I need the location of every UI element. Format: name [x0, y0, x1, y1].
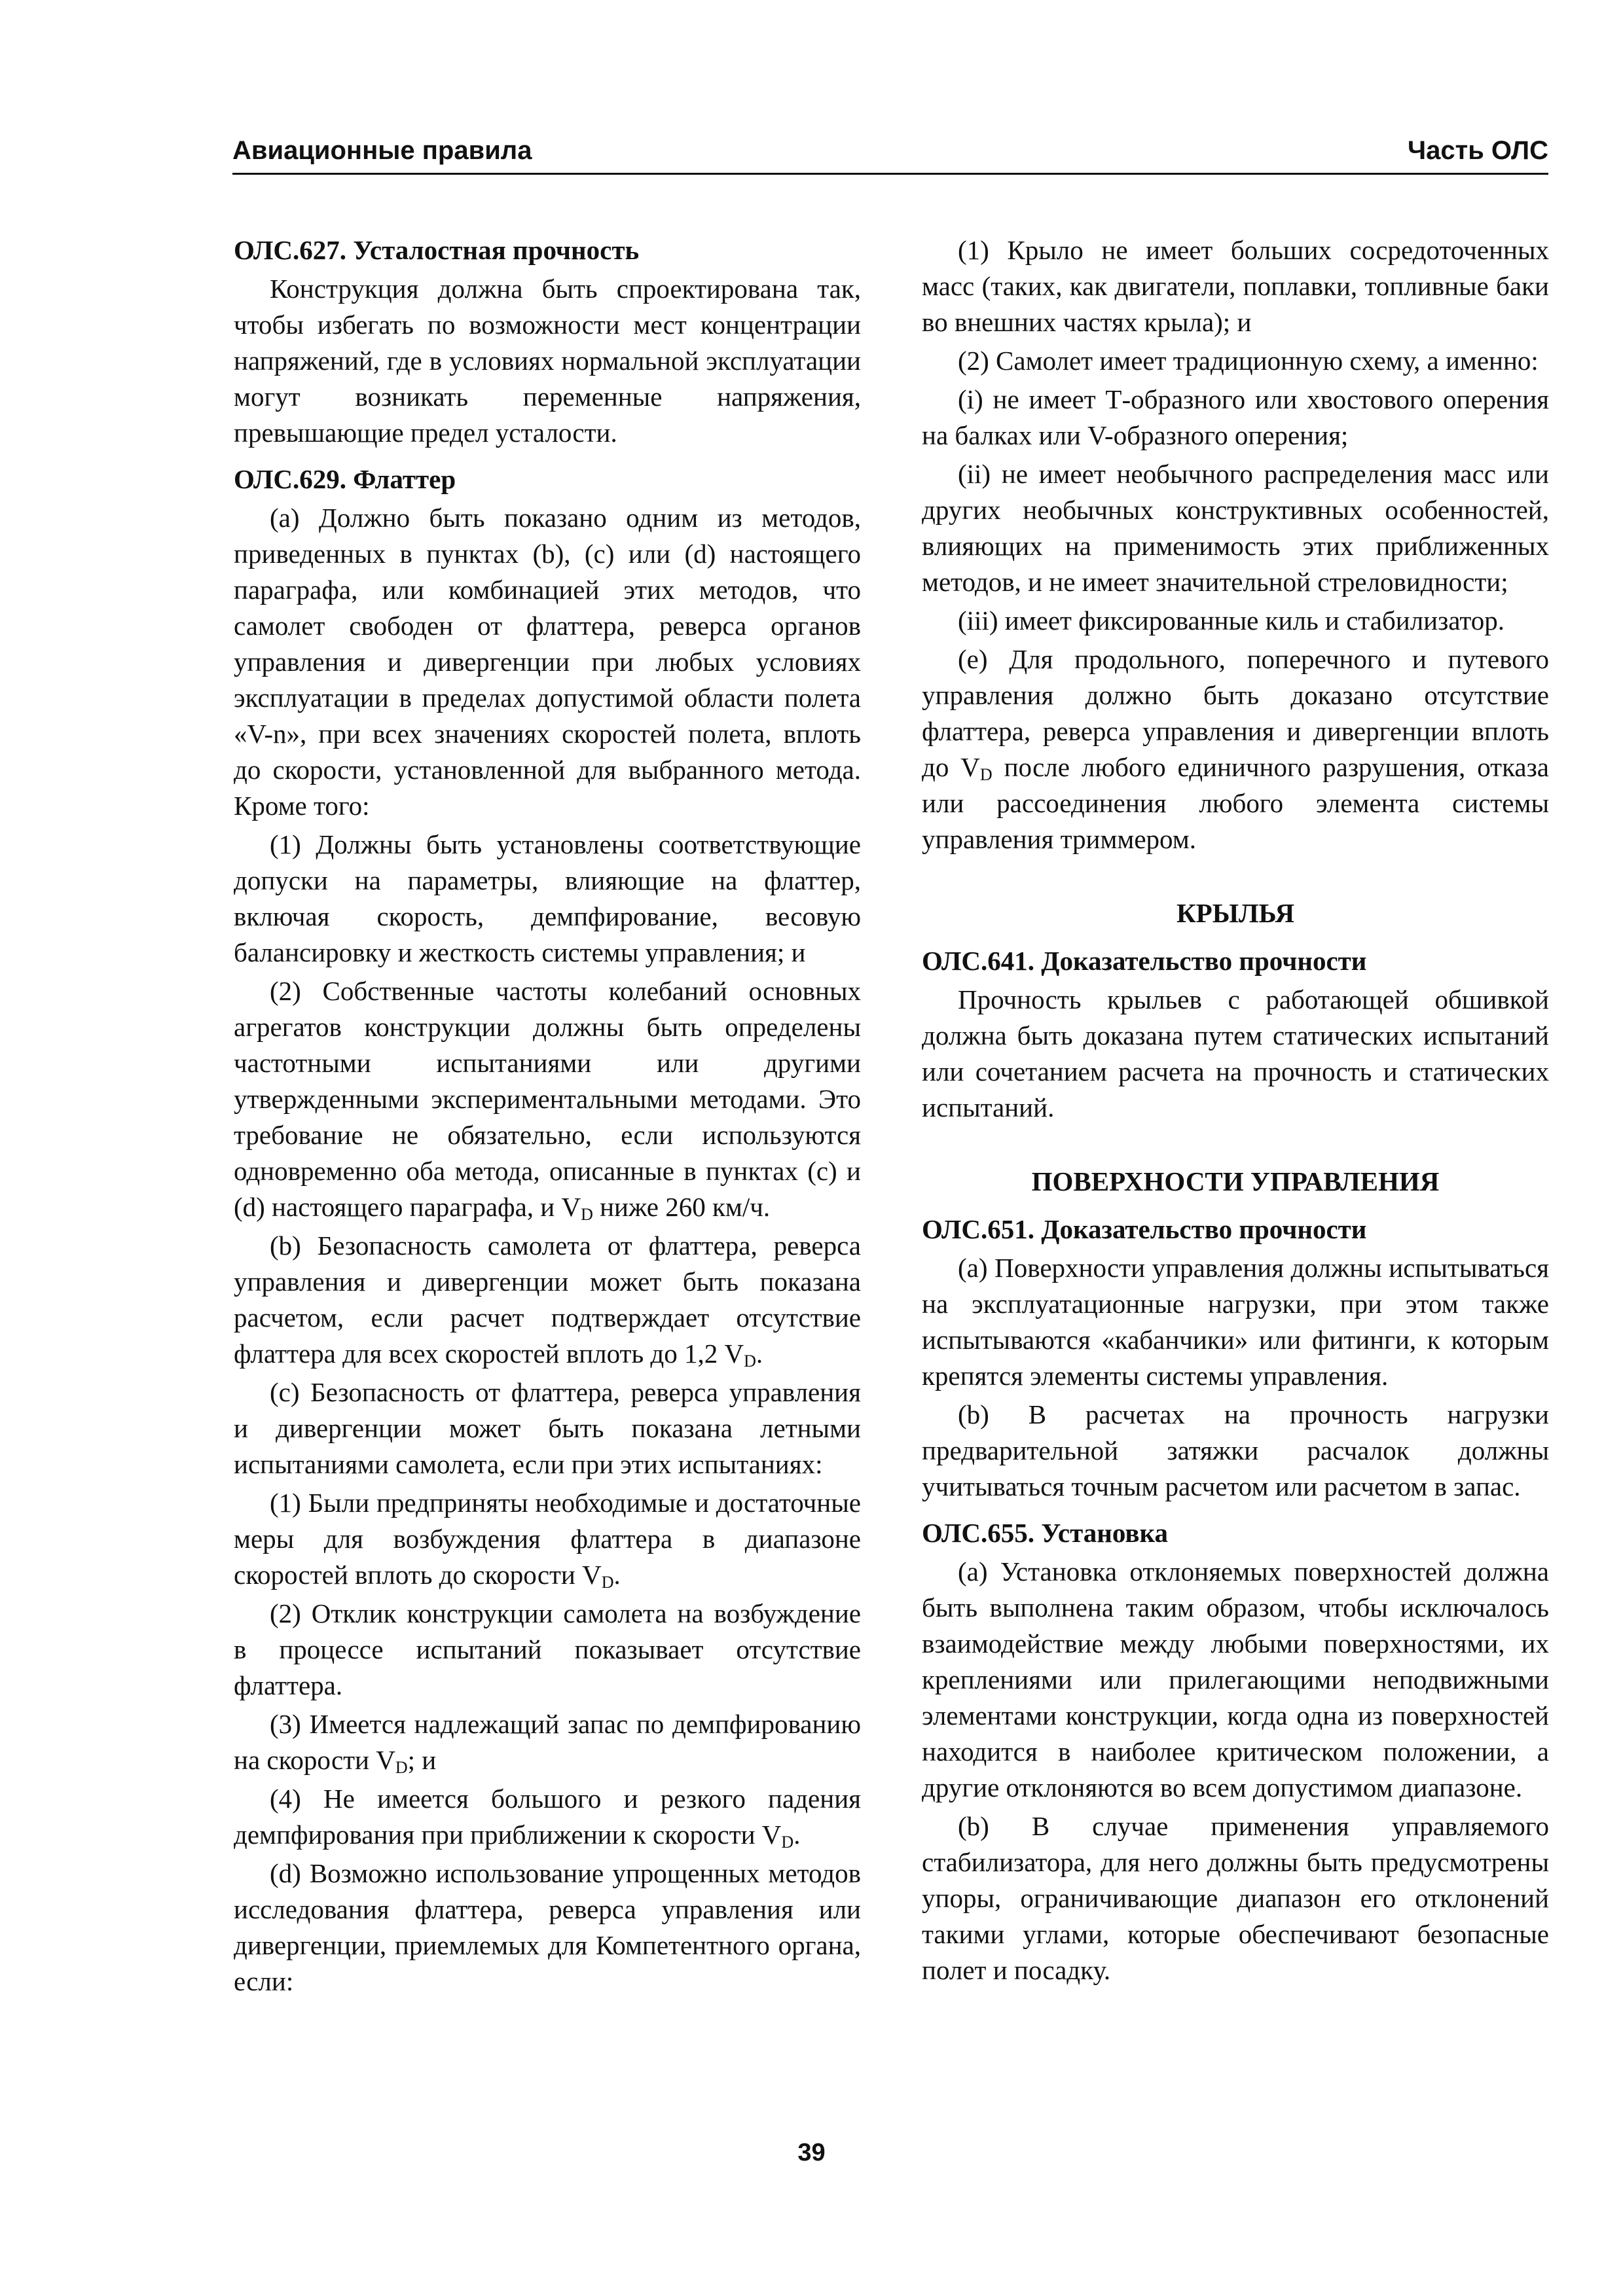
- subscript: D: [979, 765, 993, 784]
- section-title: [922, 895, 1549, 931]
- text-run: (1) Крыло не имеет больших сосредоточенных масс (таких, как двигатели, поплавки, топливные баки во внешних частях крыла); и: [922, 235, 1549, 337]
- clause-heading: [234, 232, 861, 268]
- text-run: ; и: [407, 1745, 437, 1775]
- text-run: (2) Собственные частоты колебаний основных агрегатов конструкции должны быть определены частотными испытаниями или другими утвержденными экспериментальными методами. Это требование не обязательно, если используются одновременно оба метода, описанные в пунктах (с) и (d) настоящего параграфа, и V: [234, 976, 861, 1222]
- paragraph: [234, 827, 861, 971]
- text-run: ниже 260 км/ч.: [593, 1192, 771, 1222]
- paragraph: [922, 343, 1549, 379]
- page-header: [232, 136, 1548, 175]
- paragraph: [922, 641, 1549, 857]
- text-run: (2) Самолет имеет традиционную схему, а именно:: [958, 346, 1539, 376]
- text-run: (iii) имеет фиксированные киль и стабилизатор.: [958, 605, 1505, 636]
- text-run: (b) Безопасность самолета от флаттера, реверса управления и дивергенции может быть показана расчетом, если расчет подтверждает отсутствие флаттера для всех скоростей вплоть до 1,2 V: [234, 1230, 861, 1369]
- paragraph: [234, 1485, 861, 1593]
- text-run: ОЛС.627. Усталостная прочность: [234, 235, 640, 265]
- text-run: .: [793, 1820, 801, 1850]
- text-run: (d) Возможно использование упрощенных методов исследования флаттера, реверса управления или дивергенции, приемлемых для Компетентного органа, если:: [234, 1858, 861, 1996]
- text-run: (i) не имеет Т-образного или хвостового оперения на балках или V-образного оперения;: [922, 384, 1549, 450]
- paragraph: [922, 382, 1549, 454]
- text-run: (2) Отклик конструкции самолета на возбуждение в процессе испытаний показывает отсутствие флаттера.: [234, 1598, 861, 1700]
- text-run: Прочность крыльев с работающей обшивкой должна быть доказана путем статических испытаний или сочетанием расчета на прочность и статических испытаний.: [922, 984, 1549, 1122]
- text-run: .: [613, 1560, 621, 1590]
- text-run: (b) В расчетах на прочность нагрузки предварительной затяжки расчалок должны учитываться точным расчетом или расчетом в запас.: [922, 1399, 1549, 1501]
- text-run: (3) Имеется надлежащий запас по демпфированию на скорости V: [234, 1709, 861, 1775]
- paragraph: [234, 500, 861, 824]
- paragraph: [234, 1596, 861, 1704]
- subscript: D: [781, 1833, 794, 1852]
- paragraph: [234, 1781, 861, 1853]
- paragraph: [234, 271, 861, 451]
- text-run: после любого единичного разрушения, отказа или рассоединения любого элемента системы управления триммером.: [922, 752, 1549, 854]
- paragraph: [922, 1397, 1549, 1505]
- text-run: (а) Должно быть показано одним из методов, приведенных в пунктах (b), (с) или (d) настоящего параграфа, или комбинацией этих методов, что самолет свободен от флаттера, реверса органов управления и дивергенции при любых условиях эксплуатации в пределах допустимой области полета «V-n», при всех значениях скоростей полета, вплоть до скорости, установленной для выбранного метода. Кроме того:: [234, 503, 861, 821]
- header-part-label: Часть ОЛС: [1408, 136, 1548, 165]
- clause-heading: [922, 1515, 1549, 1551]
- paragraph: [234, 1228, 861, 1372]
- paragraph: [922, 1554, 1549, 1806]
- section-title: [922, 1164, 1549, 1200]
- subscript: D: [744, 1352, 756, 1371]
- text-run: (а) Установка отклоняемых поверхностей должна быть выполнена таким образом, чтобы исключалось взаимодействие между любыми поверхностями, их креплениями или прилегающими неподвижными элементами конструкции, когда одна из поверхностей находится в наиболее критическом положении, а другие отклоняются во всем допустимом диапазоне.: [922, 1556, 1549, 1803]
- paragraph: [922, 1250, 1549, 1394]
- clause-heading: [922, 1211, 1549, 1247]
- paragraph: [922, 232, 1549, 340]
- text-run: (1) Должны быть установлены соответствующие допуски на параметры, влияющие на флаттер, включая скорость, демпфирование, весовую балансировку и жесткость системы управления; и: [234, 829, 861, 967]
- subscript: D: [395, 1758, 408, 1777]
- paragraph: [234, 1856, 861, 2000]
- clause-heading: [234, 461, 861, 497]
- text-run: (с) Безопасность от флаттера, реверса управления и дивергенции может быть показана летными испытаниями самолета, если при этих испытаниях:: [234, 1377, 861, 1479]
- text-run: Конструкция должна быть спроектирована так, чтобы избегать по возможности мест концентрации напряжений, где в условиях нормальной эксплуатации могут возникать переменные напряжения, превышающие предел усталости.: [234, 274, 861, 448]
- text-run: ОЛС.641. Доказательство прочности: [922, 946, 1367, 976]
- text-run: (е) Для продольного, поперечного и путевого управления должно быть доказано отсутствие флаттера, реверса управления и дивергенции вплоть до V: [922, 644, 1549, 782]
- text-run: ОЛС.629. Флаттер: [234, 464, 456, 494]
- subscript: D: [601, 1573, 614, 1592]
- text-run: ОЛС.651. Доказательство прочности: [922, 1214, 1367, 1244]
- right-column: [922, 232, 1549, 1991]
- text-run: (ii) не имеет необычного распределения масс или других необычных конструктивных особенностей, влияющих на применимость этих приближенных методов, и не имеет значительной стреловидности;: [922, 459, 1549, 597]
- text-run: (b) В случае применения управляемого стабилизатора, для него должны быть предусмотрены упоры, ограничивающие диапазон его отклонений такими углами, которые обеспечивают безопасные полет и посадку.: [922, 1811, 1549, 1985]
- page-number: 39: [797, 2139, 826, 2166]
- subscript: D: [581, 1205, 593, 1224]
- paragraph: [922, 1808, 1549, 1988]
- paragraph: [922, 456, 1549, 600]
- text-run: КРЫЛЬЯ: [1176, 898, 1295, 928]
- paragraph: [234, 1706, 861, 1778]
- text-run: (а) Поверхности управления должны испытываться на эксплуатационные нагрузки, при этом также испытываются «кабанчики» или фитинги, к которым крепятся элементы системы управления.: [922, 1253, 1549, 1391]
- text-run: .: [756, 1338, 763, 1369]
- text-run: ОЛС.655. Установка: [922, 1518, 1169, 1548]
- text-run: (1) Были предприняты необходимые и достаточные меры для возбуждения флаттера в диапазоне скоростей вплоть до скорости V: [234, 1488, 861, 1590]
- header-document-title: Авиационные правила: [232, 136, 532, 165]
- paragraph: [922, 603, 1549, 639]
- text-run: (4) Не имеется большого и резкого падения демпфирования при приближении к скорости V: [234, 1784, 861, 1850]
- paragraph: [234, 973, 861, 1225]
- paragraph: [922, 982, 1549, 1126]
- clause-heading: [922, 943, 1549, 979]
- paragraph: [234, 1374, 861, 1482]
- text-run: ПОВЕРХНОСТИ УПРАВЛЕНИЯ: [1031, 1166, 1440, 1196]
- left-column: [234, 232, 861, 2002]
